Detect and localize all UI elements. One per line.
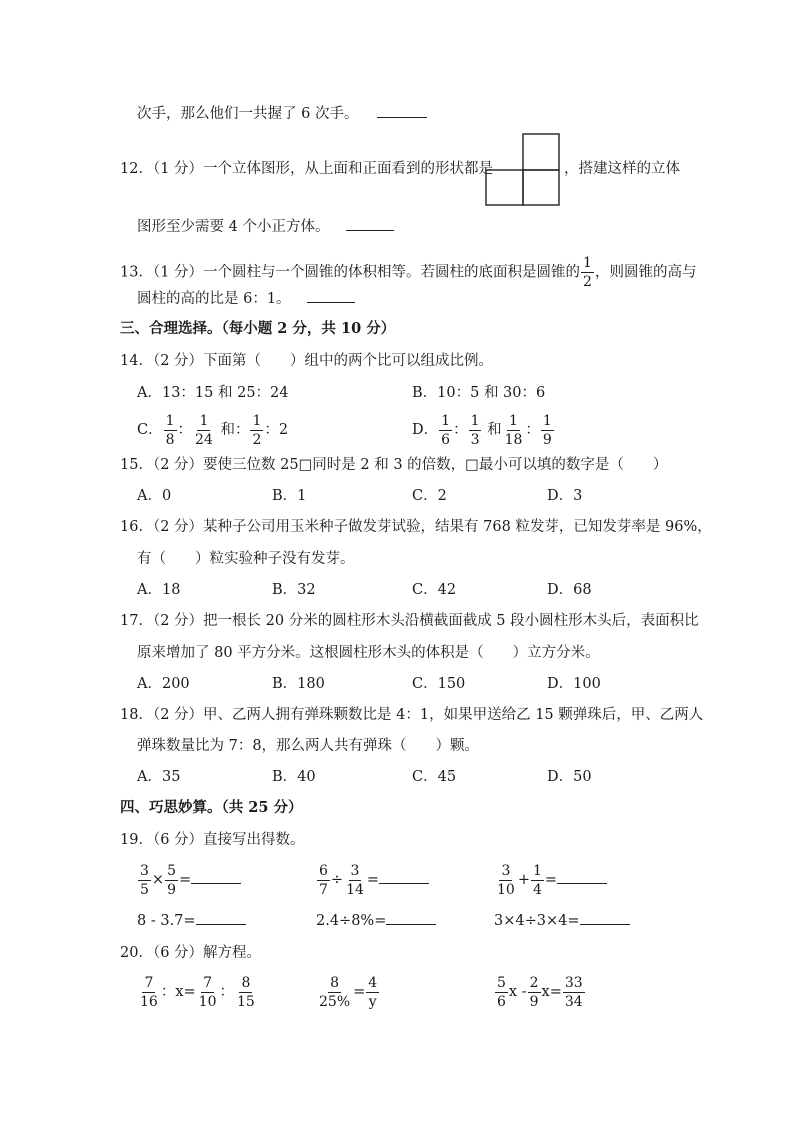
- q14-d-frac1: $\frac{1}{6}$: [441, 412, 451, 448]
- q15-option-b[interactable]: B．1: [272, 488, 307, 504]
- q19-e1-op: ×: [151, 872, 165, 888]
- q19-expr-6: [494, 910, 630, 931]
- q19-expr-3: [494, 860, 607, 900]
- q14-c-frac2: $\frac{1}{24}$: [195, 412, 213, 448]
- q14-option-a[interactable]: A．13：15 和 25：24: [137, 385, 289, 401]
- q12-stem-b: ，搭建这样的立体: [564, 161, 680, 177]
- q17-option-a[interactable]: A．200: [137, 676, 190, 692]
- q19-expr-2: [316, 860, 429, 900]
- q11-answer-blank[interactable]: [377, 103, 427, 118]
- q20-eq1-frac2: $\frac{7}{10}$: [198, 974, 217, 1010]
- q16-line1: 16．（2 分）某种子公司用玉米种子做发芽试验，结果有 768 粒发芽，已知发芽率是 96%，: [120, 519, 712, 535]
- q20-eq1-frac3: $\frac{8}{15}$: [236, 974, 255, 1010]
- q14-d-frac2: $\frac{1}{3}$: [470, 412, 480, 448]
- q19-stem: 19．（6 分）直接写出得数。: [120, 832, 305, 848]
- q19-e1-frac1: $\frac{3}{5}$: [140, 862, 149, 898]
- q19-expr-4: [137, 910, 246, 931]
- q14-d-and: 和: [482, 422, 502, 438]
- q13-line1: [120, 256, 696, 289]
- q20-eq2-frac1: $\frac{8}{25\%}$: [319, 974, 351, 1010]
- q19-e1-eq: =: [179, 872, 192, 888]
- q17-option-c[interactable]: C．150: [412, 676, 466, 692]
- q19-e3-frac2: $\frac{1}{4}$: [532, 862, 542, 898]
- q20-eq3-x2: x=: [541, 984, 562, 1000]
- q12-line1: [120, 159, 493, 179]
- q18-line1: 18．（2 分）甲、乙两人拥有弹珠颗数比是 4：1，如果甲送给乙 15 颗弹珠后，甲、乙两人: [120, 707, 704, 723]
- q17-line1: 17．（2 分）把一根长 20 分米的圆柱形木头沿横截面截成 5 段小圆柱形木头后，表面积比: [120, 613, 699, 629]
- q12-shape-bottom-left-square: [486, 170, 523, 205]
- q14-d-frac3: $\frac{1}{18}$: [504, 412, 523, 448]
- q14-option-d[interactable]: [412, 413, 555, 447]
- q16-option-c[interactable]: C．42: [412, 582, 457, 598]
- q20-eq1-colon: ：: [219, 984, 234, 1000]
- q18-line2: 弹珠数量比为 7：8，那么两人共有弹珠（ ）颗。: [137, 738, 480, 754]
- q12-shape-bottom-right-square: [523, 170, 559, 205]
- q20-eq1-mid: ：x=: [160, 984, 196, 1000]
- q18-option-d[interactable]: D．50: [547, 769, 592, 785]
- q19-e2-eq: =: [366, 872, 380, 888]
- q16-option-d[interactable]: D．68: [547, 582, 592, 598]
- q19-e6-blank[interactable]: [580, 910, 630, 925]
- q11-continuation: [137, 103, 427, 124]
- q20-eq1-frac1: $\frac{7}{16}$: [140, 974, 158, 1010]
- q12-stem-a: 12．（1 分）一个立体图形，从上面和正面看到的形状都是: [120, 161, 494, 177]
- q20-stem: 20．（6 分）解方程。: [120, 945, 262, 961]
- q19-e1-blank[interactable]: [191, 869, 241, 884]
- q13-line2: [137, 288, 355, 309]
- q19-e3-frac1: $\frac{3}{10}$: [497, 862, 515, 898]
- q19-e5-blank[interactable]: [386, 910, 436, 925]
- q15-option-d[interactable]: D．3: [547, 488, 583, 504]
- q13-stem-a: 13．（1 分）一个圆柱与一个圆锥的体积相等。若圆柱的底面积是圆锥的: [120, 264, 581, 281]
- q12-line1-end: [564, 159, 680, 179]
- q15-stem: 15．（2 分）要使三位数 25□同时是 2 和 3 的倍数，□最小可以填的数字是（ ）: [120, 457, 668, 473]
- q17-option-d[interactable]: D．100: [547, 676, 601, 692]
- q15-option-a[interactable]: A．0: [137, 488, 172, 504]
- q11-text: 次手，那么他们一共握了 6 次手。: [137, 106, 359, 122]
- q19-e2-op: ÷: [330, 872, 344, 888]
- q20-eq3-x1: x -: [508, 984, 527, 1000]
- q19-e6-text: 3×4÷3×4=: [494, 913, 580, 929]
- q20-eq-3: [494, 972, 586, 1012]
- q12-line2: [137, 216, 394, 237]
- q17-line2: 原来增加了 80 平方分米。这根圆柱形木头的体积是（ ）立方分米。: [137, 645, 600, 661]
- q14-d-frac4: $\frac{1}{9}$: [542, 412, 552, 448]
- q19-e4-text: 8 - 3.7=: [137, 913, 196, 929]
- q20-eq2-frac2: $\frac{4}{y}$: [368, 974, 378, 1010]
- q18-option-b[interactable]: B．40: [272, 769, 316, 785]
- q20-eq-1: [137, 972, 258, 1012]
- q12-text-2: 图形至少需要 4 个小正方体。: [137, 219, 330, 235]
- q20-eq-2: [316, 972, 380, 1012]
- q19-expr-1: [137, 860, 241, 900]
- q16-option-a[interactable]: A．18: [137, 582, 181, 598]
- q12-shape-figure: [485, 133, 561, 207]
- q14-option-b[interactable]: B．10：5 和 30：6: [412, 385, 546, 401]
- q19-e1-frac2: $\frac{5}{9}$: [167, 862, 176, 898]
- q13-fraction: [581, 256, 594, 289]
- q20-eq2-eq: =: [353, 984, 366, 1000]
- q14-d-colon1: ：: [453, 422, 468, 438]
- section3-title: 三、合理选择。（每小题 2 分，共 10 分）: [120, 320, 396, 337]
- q20-eq3-frac2: $\frac{2}{9}$: [529, 974, 539, 1010]
- q19-e4-blank[interactable]: [196, 910, 246, 925]
- q15-option-c[interactable]: C．2: [412, 488, 447, 504]
- q16-line2: 有（ ）粒实验种子没有发芽。: [137, 551, 355, 567]
- q14-c-label: C．: [137, 422, 163, 438]
- q20-eq3-frac3: $\frac{33}{34}$: [564, 974, 583, 1010]
- q12-answer-blank[interactable]: [346, 216, 394, 231]
- q19-e5-text: 2.4÷8%=: [316, 913, 387, 929]
- q13-stem-b: ，则圆锥的高与: [594, 264, 697, 281]
- q14-d-label: D．: [412, 422, 439, 438]
- q18-option-c[interactable]: C．45: [412, 769, 457, 785]
- q14-c-tail: ：2: [264, 422, 289, 438]
- q19-e2-frac1: $\frac{6}{7}$: [319, 862, 328, 898]
- q19-e3-blank[interactable]: [557, 869, 607, 884]
- q13-answer-blank[interactable]: [307, 288, 355, 303]
- q14-c-frac1: $\frac{1}{8}$: [165, 412, 175, 448]
- q19-expr-5: [316, 910, 436, 931]
- q14-c-colon: ：: [177, 422, 193, 438]
- q16-option-b[interactable]: B．32: [272, 582, 316, 598]
- q14-c-and: 和：: [215, 422, 250, 438]
- q18-option-a[interactable]: A．35: [137, 769, 181, 785]
- q17-option-b[interactable]: B．180: [272, 676, 325, 692]
- q13-text-2: 圆柱的高的比是 6：1。: [137, 291, 291, 307]
- q20-eq3-frac1: $\frac{5}{6}$: [497, 974, 506, 1010]
- q14-d-colon2: ：: [525, 422, 540, 438]
- q19-e3-eq: =: [544, 872, 558, 888]
- q19-e3-op: +: [517, 872, 530, 888]
- q19-e2-blank[interactable]: [379, 869, 429, 884]
- q14-stem: 14．（2 分）下面第（ ）组中的两个比可以组成比例。: [120, 353, 494, 369]
- q13-frac-den: 2: [583, 274, 592, 290]
- q19-e2-frac2: $\frac{3}{14}$: [346, 862, 364, 898]
- q14-c-frac3: $\frac{1}{2}$: [252, 412, 262, 448]
- section4-title: 四、巧思妙算。（共 25 分）: [120, 799, 303, 816]
- q13-frac-num: 1: [583, 255, 592, 271]
- q14-option-c[interactable]: [137, 413, 288, 447]
- q12-shape-top-square: [523, 134, 559, 170]
